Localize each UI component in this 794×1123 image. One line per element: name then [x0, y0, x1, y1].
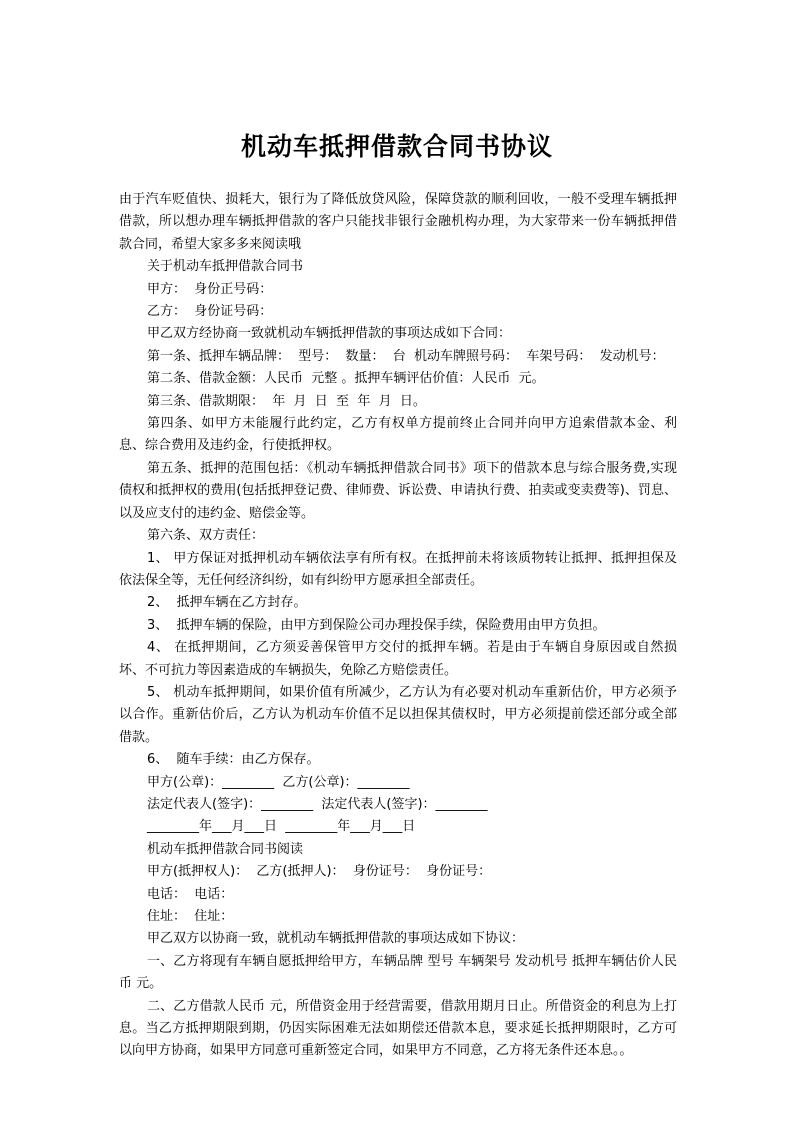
signature-line: 法定代表人(签字)：________ 法定代表人(签字)：________ — [147, 796, 488, 812]
agreement-intro: 甲乙双方经协商一致就机动车辆抵押借款的事项达成如下合同： — [147, 326, 512, 342]
address-line: 住址： 住址： — [147, 909, 234, 924]
term-1: 一、乙方将现有车辆自愿抵押给甲方，车辆品牌 型号 车辆架号 发动机号 抵押车辆估价人民币 元。 — [119, 953, 677, 992]
phone-line: 电话： 电话： — [147, 886, 234, 902]
article-6: 第六条、双方责任： — [147, 528, 265, 544]
seal-line: 甲方(公章)：________ 乙方(公章)：________ — [147, 774, 410, 790]
document-body — [119, 189, 677, 1063]
party-a-line: 甲方： 身份正号码： — [147, 281, 273, 297]
clause-5: 5、 机动车抵押期间，如果价值有所减少，乙方认为有必要对机动车重新估价，甲方必须予以合作。重新估价后，乙方认为机动车价值不足以担保其债权时，甲方必须提前偿还部分或全部借款。 — [119, 684, 677, 745]
term-2: 二、乙方借款人民币 元，所借资金用于经营需要，借款用期月日止。所借资金的利息为上打息。当乙方抵押期限到期，仍因实际困难无法如期偿还借款本息，要求延长抵押期限时，乙方可以向甲方协商，如果甲方同意可重新签定合同，如果甲方不同意，乙方将无条件还本息。。 — [119, 998, 677, 1059]
clause-3: 3、 抵押车辆的保险，由甲方到保险公司办理投保手续，保险费用由甲方负担。 — [147, 617, 606, 633]
article-2: 第二条、借款金额：人民币 元整 。抵押车辆评估价值：人民币 元。 — [147, 371, 545, 387]
document-title: 机动车抵押借款合同书协议 — [240, 132, 553, 161]
section-heading: 关于机动车抵押借款合同书 — [147, 259, 304, 275]
second-contract-heading: 机动车抵押借款合同书阅读 — [147, 841, 304, 857]
clause-2: 2、 抵押车辆在乙方封存。 — [147, 595, 307, 611]
parties-line: 甲方(抵押权人)： 乙方(抵押人)： 身份证号： 身份证号： — [147, 864, 492, 880]
second-agreement-intro: 甲乙双方以协商一致，就机动车辆抵押借款的事项达成如下协议： — [147, 931, 525, 947]
article-3: 第三条、借款期限： 年 月 日 至 年 月 日。 — [147, 393, 426, 409]
clause-6: 6、 随车手续：由乙方保存。 — [147, 752, 320, 768]
party-b-line: 乙方： 身份证号码： — [147, 304, 273, 320]
clause-1: 1、 甲方保证对抵押机动车辆依法享有所有权。在抵押前未将该质物转让抵押、抵押担保及依法保全等，无任何经济纠纷，如有纠纷甲方愿承担全部责任。 — [119, 550, 677, 588]
clause-4: 4、 在抵押期间，乙方须妥善保管甲方交付的抵押车辆。若是由于车辆自身原因或自然损坏、不可抗力等因素造成的车辆损失，免除乙方赔偿责任。 — [119, 640, 677, 678]
article-1: 第一条、抵押车辆品牌： 型号： 数量： 台 机动车牌照号码： 车架号码： 发动机号： — [147, 348, 665, 364]
date-line: ________年___月___日 ________年___月___日 — [147, 819, 416, 835]
intro-paragraph: 由于汽车贬值快、损耗大，银行为了降低放贷风险，保障贷款的顺利回收，一般不受理车辆抵押借款，所以想办理车辆抵押借款的客户只能找非银行金融机构办理，为大家带来一份车辆抵押借款合同，希望大家多多来阅读哦 — [119, 192, 677, 252]
article-4: 第四条、如甲方未能履行此约定，乙方有权单方提前终止合同并向甲方追索借款本金、利息、综合费用及违约金，行使抵押权。 — [119, 416, 677, 454]
article-5: 第五条、抵押的范围包括：《机动车辆抵押借款合同书》项下的借款本息与综合服务费,实现债权和抵押权的费用(包括抵押登记费、律师费、诉讼费、申请执行费、拍卖或变卖费等)、罚息、以及应支付的违约金、赔偿金等。 — [119, 460, 677, 521]
